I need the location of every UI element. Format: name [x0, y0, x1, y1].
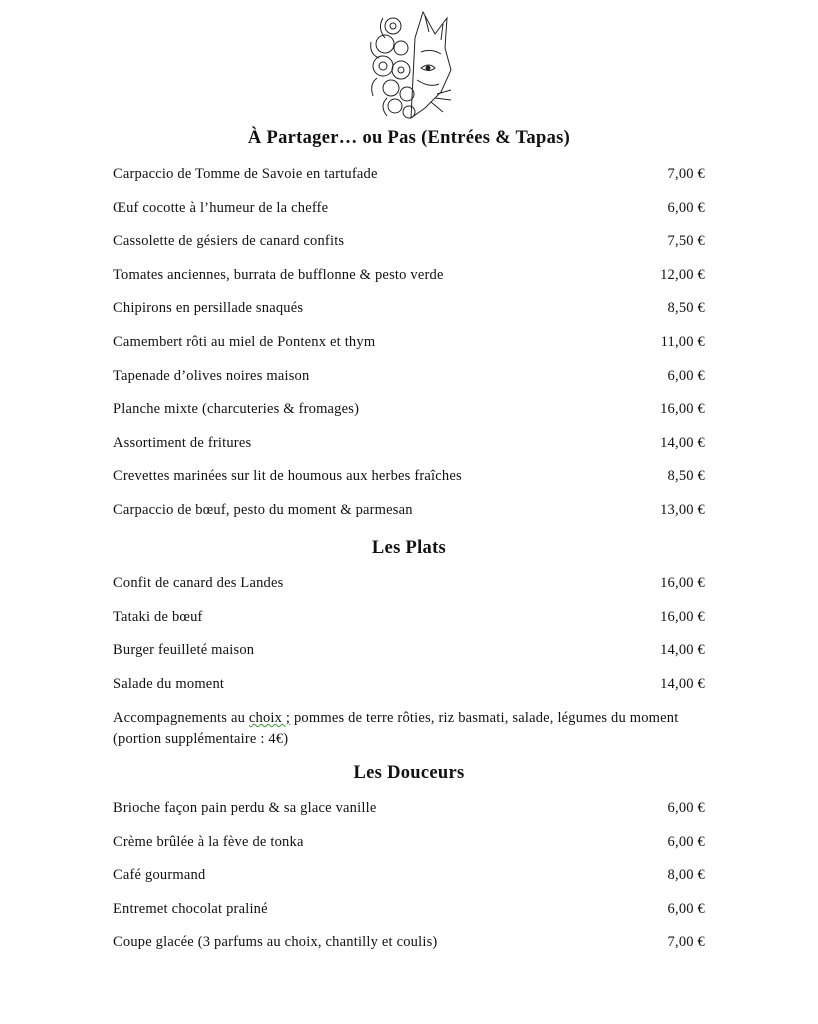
menu-item — [113, 300, 705, 317]
menu-item-price: 7,00 € — [667, 934, 705, 951]
fox-floral-logo — [365, 8, 455, 124]
menu-item — [113, 642, 705, 659]
menu-item-name: Tapenade d’olives noires maison — [113, 367, 310, 384]
menu-item — [113, 334, 705, 351]
spellcheck-flagged-word[interactable]: choix ; — [248, 710, 291, 726]
menu-item — [113, 867, 705, 884]
menu-item — [113, 901, 705, 918]
menu-item-name: Crème brûlée à la fève de tonka — [113, 833, 304, 850]
menu-item — [113, 502, 705, 519]
note-text: Accompagnements au — [113, 710, 249, 726]
menu-item — [113, 200, 705, 217]
menu-item-name: Planche mixte (charcuteries & fromages) — [113, 401, 360, 418]
menu-item-price: 11,00 € — [660, 334, 705, 350]
menu-item-name: Camembert rôti au miel de Pontenx et thym — [113, 334, 376, 350]
menu-item-name: Cassolette de gésiers de canard confits — [113, 233, 345, 250]
menu-item-name: Carpaccio de Tomme de Savoie en tartufade — [113, 166, 378, 182]
menu-item-name: Chipirons en persillade snaqués — [113, 300, 304, 317]
menu-item-name: Salade du moment — [113, 675, 225, 692]
menu-item — [113, 233, 705, 250]
menu-item-name: Tomates anciennes, burrata de bufflonne & pesto verde — [113, 266, 444, 283]
menu-item-price: 16,00 € — [660, 608, 705, 625]
menu-item-name: Crevettes marinées sur lit de houmous aux herbes fraîches — [113, 468, 462, 485]
menu-item-price: 14,00 € — [660, 675, 705, 692]
menu-item-price: 16,00 € — [660, 575, 705, 591]
menu-item-name: Entremet chocolat praliné — [113, 900, 268, 917]
menu-item-price: 8,50 € — [667, 300, 705, 317]
menu-item-price: 16,00 € — [660, 401, 705, 418]
section-title-plats: Les Plats — [371, 538, 447, 558]
menu-item — [113, 468, 705, 485]
menu-item-name: Burger feuilleté maison — [113, 642, 255, 659]
menu-item — [113, 676, 705, 693]
menu-item — [113, 435, 705, 452]
section-title-entrees: À Partager… ou Pas (Entrées & Tapas) — [247, 128, 571, 148]
menu-item — [113, 368, 705, 385]
menu-item-price: 6,00 € — [667, 199, 705, 216]
menu-item-price: 8,00 € — [667, 867, 705, 884]
menu-item-price: 6,00 € — [667, 367, 705, 384]
accompaniments-note — [113, 708, 713, 750]
menu-item-price: 13,00 € — [660, 502, 705, 518]
menu-item-price: 14,00 € — [660, 642, 705, 659]
menu-item — [113, 800, 705, 817]
menu-item — [113, 166, 705, 183]
menu-item-name: Œuf cocotte à l’humeur de la cheffe — [113, 199, 329, 216]
menu-item — [113, 575, 705, 592]
note-text: pommes de terre rôties, riz basmati, salade, légumes du moment (portion supplémentaire : 4€) — [113, 710, 679, 747]
section-title-douceurs: Les Douceurs — [353, 763, 465, 783]
menu-item-price: 6,00 € — [667, 900, 705, 917]
menu-item — [113, 834, 705, 851]
menu-item-price: 14,00 € — [660, 434, 705, 451]
menu-item — [113, 267, 705, 284]
menu-item-price: 7,00 € — [667, 166, 705, 182]
menu-item-price: 7,50 € — [667, 233, 705, 250]
menu-item-name: Tataki de bœuf — [113, 608, 203, 625]
menu-item-price: 6,00 € — [667, 800, 705, 816]
menu-item — [113, 401, 705, 418]
menu-item-price: 8,50 € — [667, 468, 705, 485]
menu-item-price: 6,00 € — [667, 833, 705, 850]
menu-item-name: Confit de canard des Landes — [113, 575, 284, 591]
menu-item-price: 12,00 € — [660, 266, 705, 283]
menu-item — [113, 934, 705, 951]
menu-item-name: Brioche façon pain perdu & sa glace vanille — [113, 800, 377, 816]
menu-item-name: Café gourmand — [113, 867, 206, 884]
menu-item — [113, 609, 705, 626]
menu-item-name: Coupe glacée (3 parfums au choix, chantilly et coulis) — [113, 934, 438, 951]
menu-item-name: Carpaccio de bœuf, pesto du moment & parmesan — [113, 502, 413, 518]
menu-item-name: Assortiment de fritures — [113, 434, 252, 451]
